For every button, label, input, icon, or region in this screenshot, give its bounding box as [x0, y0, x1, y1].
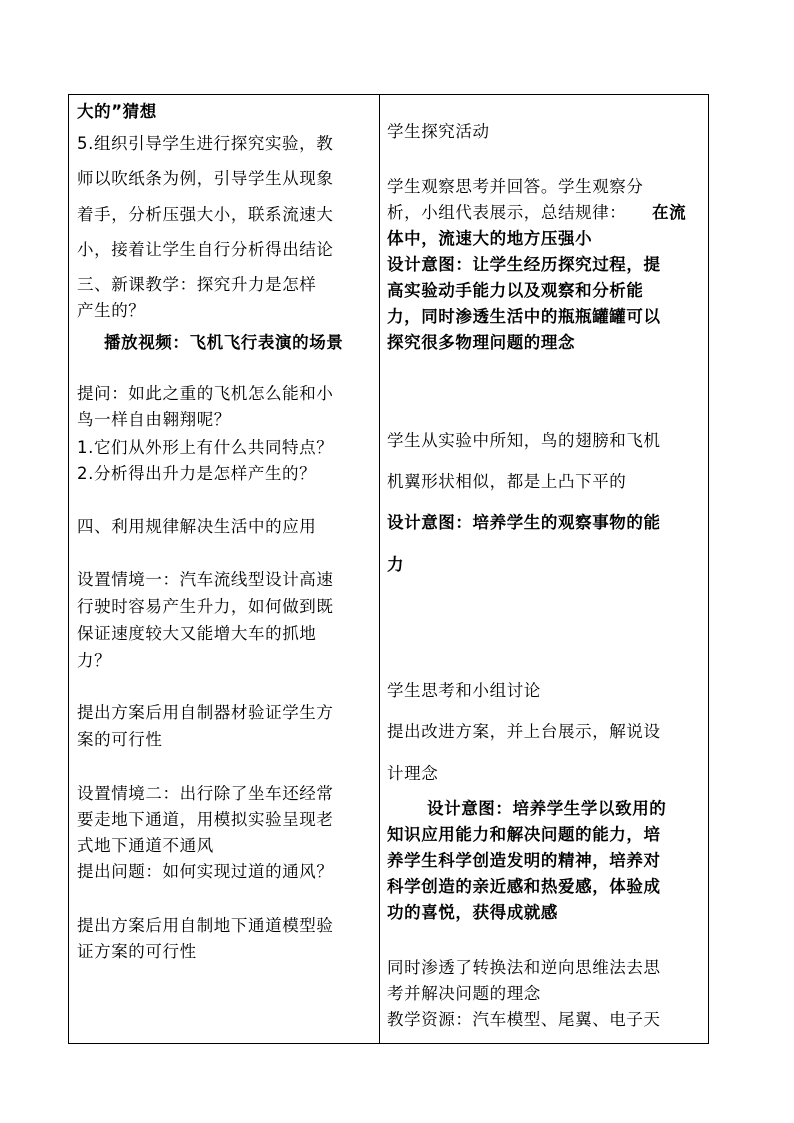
right-line-6: 高实验动手能力以及观察和分析能 [387, 281, 644, 300]
left-line-23: 提出问题：如何实现过道的通风？ [77, 862, 334, 881]
right-line-11: 设计意图：培养学生的观察事物的能 [387, 513, 661, 532]
right-line-9: 学生从实验中所知，鸟的翅膀和飞机 [387, 431, 661, 450]
left-line-2: 5.组织引导学生进行探究实验，教 [77, 134, 334, 153]
left-line-15: 行驶时容易产生升力，如何做到既 [77, 597, 334, 616]
right-line-2: 学生观察思考并回答。学生观察分 [387, 177, 644, 196]
student-activity-column [380, 95, 708, 1043]
left-line-21: 要走地下通道，用模拟实验呈现老 [77, 810, 334, 829]
right-line-22: 考并解决问题的理念 [387, 984, 541, 1003]
left-line-9: 提问：如此之重的飞机怎么能和小 [77, 384, 334, 403]
right-line-17: 知识应用能力和解决问题的能力，培 [387, 825, 661, 844]
right-line-7: 力，同时渗透生活中的瓶瓶罐罐可以 [387, 307, 661, 326]
right-line-16: 设计意图：培养学生学以致用的 [427, 799, 667, 818]
right-line-1: 学生探究活动 [387, 122, 490, 141]
left-line-1: 大的”猜想 [77, 102, 157, 121]
left-line-20: 设置情境二：出行除了坐车还经常 [77, 784, 334, 803]
left-line-11: 1.它们从外形上有什么共同特点？ [77, 438, 334, 457]
right-line-12: 力 [387, 555, 405, 574]
left-line-17: 力？ [77, 651, 112, 670]
right-line-21: 同时渗透了转换法和逆向思维法去思 [387, 958, 661, 977]
right-line-14: 提出改进方案，并上台展示，解说设 [387, 722, 661, 741]
left-line-12: 2.分析得出升力是怎样产生的？ [77, 464, 317, 483]
left-line-4: 着手，分析压强大小，联系流速大 [77, 205, 334, 224]
left-line-13: 四、利用规律解决生活中的应用 [77, 517, 317, 536]
right-line-3-bold: 在流 [652, 203, 687, 222]
teacher-activity-column [69, 95, 379, 1043]
right-line-8: 探究很多物理问题的理念 [387, 333, 576, 352]
left-line-24: 提出方案后用自制地下通道模型验 [77, 916, 334, 935]
left-line-7: 产生的？ [77, 301, 146, 320]
right-line-10: 机翼形状相似，都是上凸下平的 [387, 472, 627, 491]
right-line-13: 学生思考和小组讨论 [387, 681, 541, 700]
lesson-plan-table [68, 94, 709, 1044]
right-line-20: 功的喜悦，获得成就感 [387, 903, 558, 922]
left-line-18: 提出方案后用自制器材验证学生方 [77, 703, 334, 722]
left-line-5: 小，接着让学生自行分析得出结论 [77, 240, 334, 259]
left-line-6: 三、新课教学：探究升力是怎样 [77, 275, 317, 294]
right-line-5: 设计意图：让学生经历探究过程，提 [387, 255, 661, 274]
left-line-19: 案的可行性 [77, 730, 163, 749]
left-line-3: 师以吹纸条为例，引导学生从现象 [77, 169, 334, 188]
left-line-25: 证方案的可行性 [77, 942, 197, 961]
left-line-14: 设置情境一：汽车流线型设计高速 [77, 570, 334, 589]
right-line-23: 教学资源：汽车模型、尾翼、电子天 [387, 1010, 661, 1029]
left-line-10: 鸟一样自由翱翔呢？ [77, 410, 231, 429]
left-line-16: 保证速度较大又能增大车的抓地 [77, 624, 317, 643]
right-line-18: 养学生科学创造发明的精神，培养对 [387, 851, 661, 870]
left-line-22: 式地下通道不通风 [77, 836, 214, 855]
right-line-19: 科学创造的亲近感和热爱感，体验成 [387, 877, 661, 896]
right-line-15: 计理念 [387, 764, 439, 783]
left-line-8: 播放视频：飞机飞行表演的场景 [104, 333, 344, 352]
right-line-4: 体中，流速大的地方压强小 [387, 229, 593, 248]
right-line-3: 析，小组代表展示，总结规律： [387, 203, 627, 222]
